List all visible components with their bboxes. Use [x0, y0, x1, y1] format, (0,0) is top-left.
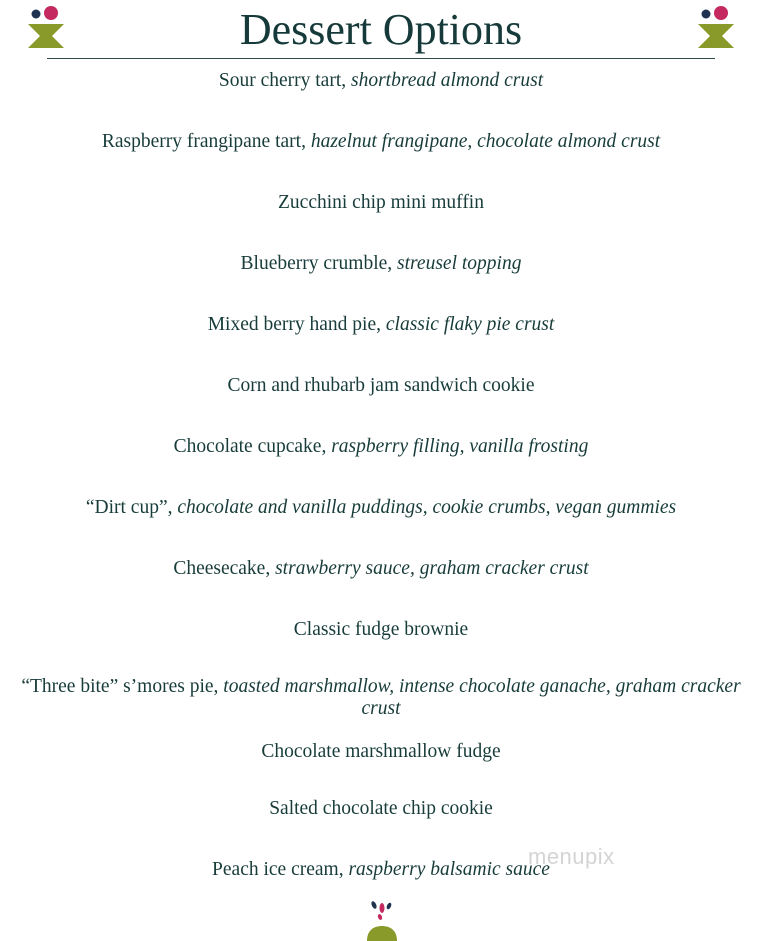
menu-item-name: Cheesecake, [173, 558, 276, 579]
menu-item [10, 253, 752, 275]
menu-item [10, 558, 752, 580]
menu-item [10, 741, 752, 763]
watermark: menupix [528, 844, 615, 869]
title-divider [47, 58, 715, 59]
menu-item [10, 436, 752, 458]
menu-item-name: Sour cherry tart, [218, 70, 351, 91]
menu-item [10, 375, 752, 397]
page-title: Dessert Options [239, 5, 523, 54]
menu-item-description: classic flaky pie crust [385, 314, 555, 335]
menu-item [10, 70, 752, 92]
menu-item [10, 497, 752, 519]
menu-item-name: “Dirt cup”, [85, 497, 178, 518]
menu-item-name: Blueberry crumble, [240, 253, 398, 274]
menu-item-description: shortbread almond crust [351, 70, 544, 91]
menu-item [10, 798, 752, 820]
menu-item-name: Chocolate cupcake, [173, 436, 332, 457]
menu-item-name: “Three bite” s’mores pie, [21, 676, 224, 697]
menu-item-name: Raspberry frangipane tart, [101, 131, 311, 152]
menu-item-name: Chocolate marshmallow fudge [261, 741, 501, 762]
sprout-logo-icon [364, 896, 400, 941]
menu-item-description: chocolate and vanilla puddings, cookie crumbs, vegan gummies [177, 497, 677, 518]
menu-item-description: raspberry filling, vanilla frosting [331, 436, 589, 457]
menu-item-description: streusel topping [397, 253, 522, 274]
menu-item [10, 314, 752, 336]
menu-item [10, 859, 752, 881]
menu-item-description: toasted marshmallow, intense chocolate ganache, graham cracker crust [223, 676, 741, 719]
menu-item-name: Salted chocolate chip cookie [269, 798, 493, 819]
menu-item-name: Corn and rhubarb jam sandwich cookie [227, 375, 535, 396]
menu-item-name: Peach ice cream, [212, 859, 349, 880]
menu-item [10, 619, 752, 641]
menu-item-description: raspberry balsamic sauce [348, 859, 550, 880]
menu-item-description: hazelnut frangipane, chocolate almond crust [310, 131, 661, 152]
menu-item-name: Mixed berry hand pie, [207, 314, 386, 335]
menu-item [10, 192, 752, 214]
menu-item-description: strawberry sauce, graham cracker crust [275, 558, 589, 579]
menu-item [14, 676, 748, 720]
menu-item [10, 131, 752, 153]
menu-item-name: Zucchini chip mini muffin [278, 192, 484, 213]
menu-item-name: Classic fudge brownie [293, 619, 469, 640]
